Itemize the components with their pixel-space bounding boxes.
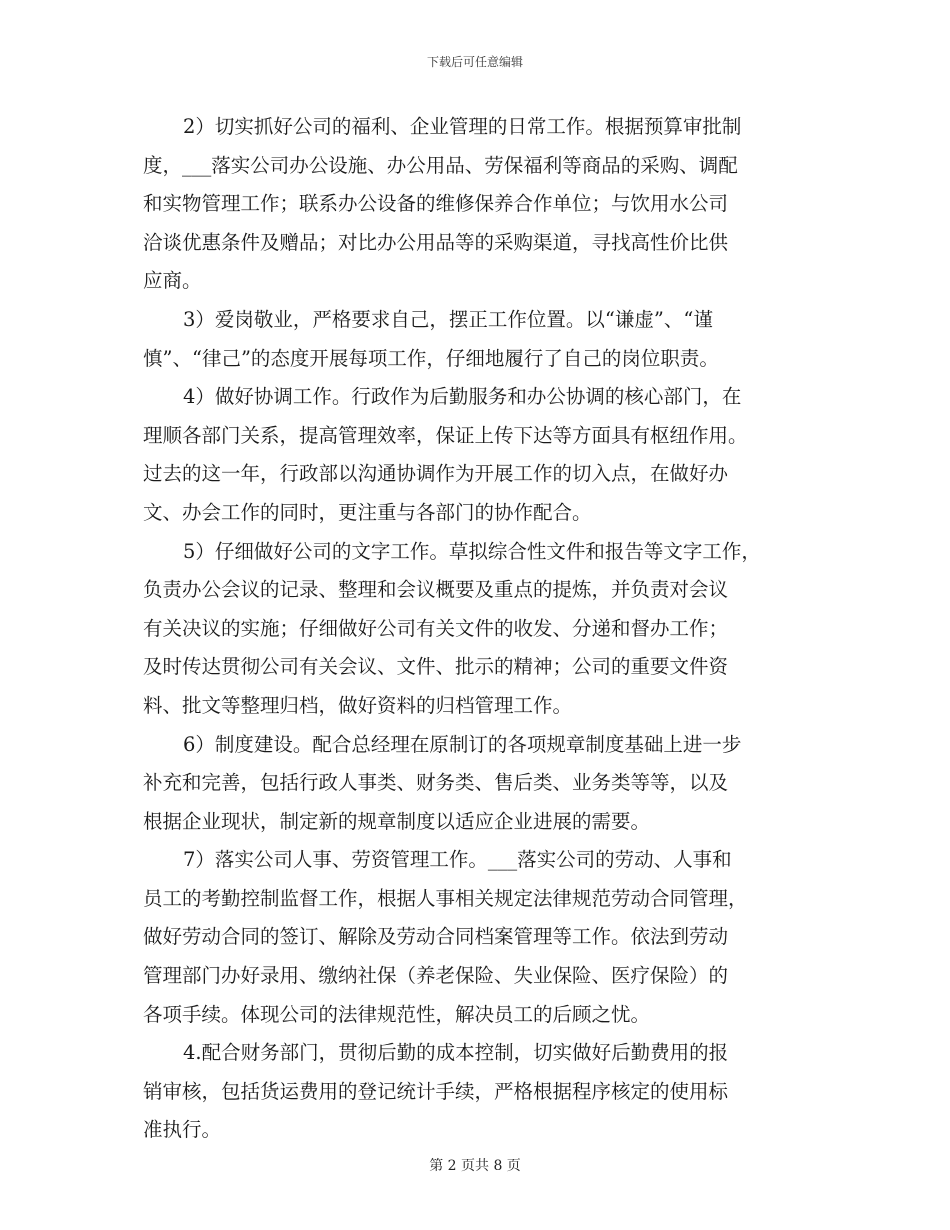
page-footer: 第 2 页共 8 页 — [429, 1158, 521, 1174]
text-line: 2）切实抓好公司的福利、企业管理的日常工作。根据预算审批制 — [183, 115, 742, 138]
text-line: 负责办公会议的记录、整理和会议概要及重点的提炼，并负责对会议 — [143, 578, 729, 602]
text-line: 管理部门办好录用、缴纳社保（养老保险、失业保险、医疗保险）的 — [143, 964, 729, 988]
text-line: 各项手续。体现公司的法律规范性，解决员工的后顾之忧。 — [143, 1002, 651, 1026]
text-line: 过去的这一年，行政部以沟通协调作为开展工作的切入点，在做好办 — [143, 462, 729, 486]
text-line: 文、办会工作的同时，更注重与各部门的协作配合。 — [143, 500, 592, 524]
text-line: 洽谈优惠条件及赠品；对比办公用品等的采购渠道，寻找高性价比供 — [143, 230, 729, 254]
text-line: 和实物管理工作；联系办公设备的维修保养合作单位；与饮用水公司 — [143, 192, 729, 216]
text-line: 理顺各部门关系，提高管理效率，保证上传下达等方面具有枢纽作用。 — [143, 423, 748, 447]
text-line: 慎”、“律己”的态度开展每项工作，仔细地履行了自己的岗位职责。 — [143, 346, 719, 370]
document-body — [143, 108, 823, 1150]
text-line: 4.配合财务部门，贯彻后勤的成本控制，切实做好后勤费用的报 — [183, 1041, 729, 1065]
text-line: 6）制度建设。配合总经理在原制订的各项规章制度基础上进一步 — [183, 732, 742, 756]
text-line: 及时传达贯彻公司有关会议、文件、批示的精神；公司的重要文件资 — [143, 655, 729, 679]
text-line: 5）仔细做好公司的文字工作。草拟综合性文件和报告等文字工作， — [183, 539, 761, 563]
text-line: 4）做好协调工作。行政作为后勤服务和办公协调的核心部门，在 — [183, 385, 742, 409]
text-line: 根据企业现状，制定新的规章制度以适应企业进展的需要。 — [143, 809, 651, 833]
text-line: 度，___落实公司办公设施、办公用品、劳保福利等商品的采购、调配 — [143, 153, 738, 177]
text-line: 准执行。 — [143, 1118, 222, 1142]
text-line: 有关决议的实施；仔细做好公司有关文件的收发、分递和督办工作； — [143, 616, 729, 640]
text-line: 应商。 — [143, 269, 202, 293]
text-line: 销审核，包括货运费用的登记统计手续，严格根据程序核定的使用标 — [143, 1079, 729, 1103]
text-line: 补充和完善，包括行政人事类、财务类、售后类、业务类等等，以及 — [143, 771, 729, 795]
text-line: 做好劳动合同的签订、解除及劳动合同档案管理等工作。依法到劳动 — [143, 925, 729, 949]
text-line: 7）落实公司人事、劳资管理工作。___落实公司的劳动、人事和 — [183, 848, 732, 872]
text-line: 员工的考勤控制监督工作，根据人事相关规定法律规范劳动合同管理， — [143, 886, 748, 910]
text-line: 料、批文等整理归档，做好资料的归档管理工作。 — [143, 693, 573, 717]
page-header: 下载后可任意编辑 — [426, 55, 523, 69]
text-line: 3）爱岗敬业，严格要求自己，摆正工作位置。以“谦虚”、“谨 — [183, 307, 713, 331]
